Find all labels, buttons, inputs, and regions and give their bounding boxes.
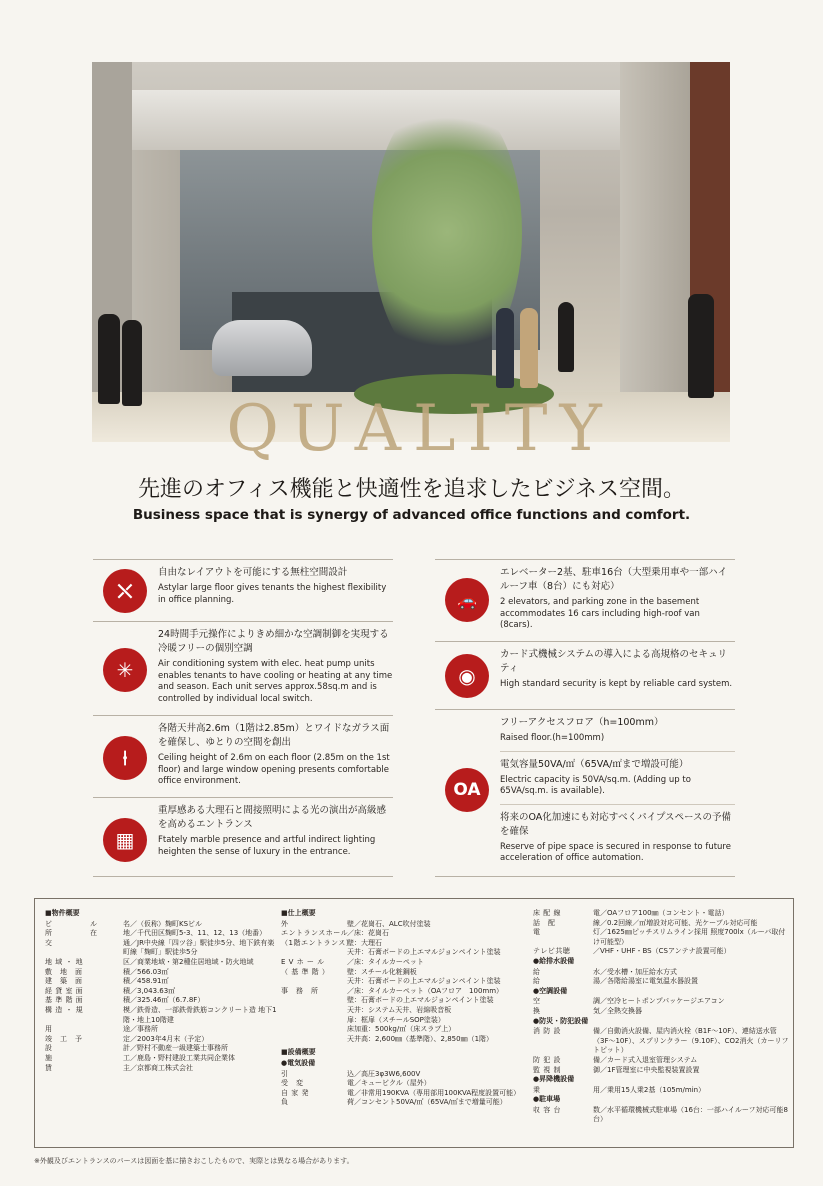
spec-label: 交 (45, 938, 53, 947)
spec-row (45, 958, 281, 968)
spec-label: 負 (281, 1098, 289, 1107)
spec-value: 備／カード式入退室管理システム (593, 1055, 698, 1064)
spec-label: 構 造 ・ 規 (45, 1005, 84, 1014)
feature-en: Ftately marble presence and artful indirect lighting heighten the sense of luxury in the entrance. (158, 835, 376, 857)
spec-label: （1階エントランス） (281, 938, 354, 947)
spec-value: 電／キュービクル（屋外） (347, 1079, 431, 1088)
spec-column-property (45, 909, 281, 1073)
quality-title: QUALITY (226, 392, 614, 466)
spec-value: 灯／1625㎜ピッチスリムライン採用 照度700lx（ルーバ取付け可能型） (593, 928, 786, 946)
spec-label: E V ホ ー ル (281, 957, 325, 966)
spec-subheading: ●空調設備 (533, 986, 568, 995)
spec-row (281, 1089, 531, 1099)
headline-jp: 先進のオフィス機能と快適性を追求したビジネス空間。 (138, 477, 685, 502)
spec-value: 天井：石膏ボードの上エマルジョンペイント塗装 (347, 977, 501, 986)
spec-value: ／VHF・UHF・BS（CSアンテナ設置可能） (593, 947, 731, 956)
spec-row (45, 939, 281, 958)
oa-item (500, 751, 735, 798)
spec-value: 荷／コンセント50VA/㎡（65VA/㎡まで増量可能） (347, 1098, 507, 1107)
person (520, 308, 538, 388)
spec-label: 用 (45, 1025, 53, 1034)
spec-label: 経 貸 室 面 (45, 986, 84, 995)
person (688, 294, 714, 398)
person (558, 302, 574, 372)
spec-row (45, 1006, 281, 1025)
spec-row (533, 947, 789, 957)
person (98, 314, 120, 404)
feature-en: Raised floor.(h=100mm) (500, 733, 605, 743)
spec-label: 換 (533, 1006, 541, 1015)
spec-subheading: ●電気設備 (281, 1058, 316, 1067)
air-conditioning-icon: ✳ (103, 648, 147, 692)
spec-label (281, 1006, 347, 1016)
spec-label: 引 (281, 1069, 289, 1078)
spec-row (45, 1064, 281, 1074)
spec-row (45, 929, 281, 939)
features-right-column (435, 559, 735, 877)
spec-value: ／床：タイルカーペット（OAフロア 100mm） (347, 986, 504, 995)
spec-row (281, 1079, 531, 1089)
spec-label: 事 務 所 (281, 986, 319, 995)
spec-label: 所 在 (45, 929, 98, 938)
spec-row (281, 1016, 531, 1026)
feature-en: Astylar large floor gives tenants the highest flexibility in office planning. (158, 583, 387, 605)
spec-row (45, 920, 281, 930)
spec-value: 名／（仮称）麹町KSビル (123, 919, 203, 928)
spec-label: 敷 地 面 (45, 967, 83, 976)
headline-en: Business space that is synergy of advanced office functions and comfort. (132, 507, 691, 523)
spec-label (281, 948, 347, 958)
spec-value: 数／水平循環機械式駐車場（16台：一部ハイルーフ対応可能8台） (593, 1105, 789, 1124)
spec-row (45, 987, 281, 997)
spec-label: 自 家 発 (281, 1088, 309, 1097)
entrance-icon: ▦ (103, 818, 147, 862)
spec-label: 建 築 面 (45, 977, 83, 986)
spec-row (533, 997, 789, 1007)
spec-value: 途／事務所 (123, 1025, 158, 1034)
spec-value: 積／325.46㎡（6.7.8F） (123, 996, 205, 1005)
feature-column-free (93, 559, 393, 621)
spec-heading: ■物件概要 (45, 909, 80, 917)
spec-row (533, 1086, 789, 1096)
spec-row (281, 1070, 531, 1080)
feature-en: High standard security is kept by reliable card system. (500, 679, 733, 689)
spec-subheading: ●昇降機設備 (533, 1075, 575, 1084)
feature-entrance (93, 797, 393, 877)
spec-label: 空 (533, 997, 541, 1006)
spec-label: 収 容 台 (533, 1105, 561, 1114)
spec-row (45, 968, 281, 978)
spec-value: 調／空冷ヒートポンプパッケージエアコン (593, 997, 725, 1006)
security-icon: ◉ (445, 654, 489, 698)
spec-label: 施 (45, 1053, 53, 1062)
spec-subheading: ●給排水設備 (533, 956, 575, 965)
person (122, 320, 142, 406)
spec-row (281, 1035, 531, 1045)
spec-label: 基 準 階 面 (45, 996, 84, 1005)
specifications-box (34, 898, 794, 1148)
feature-en: Reserve of pipe space is secured in response to future acceleration of office automation. (500, 841, 731, 863)
spec-row (281, 1098, 531, 1108)
spec-row (533, 977, 789, 987)
features-left-column (93, 559, 393, 877)
feature-jp: 将来のOA化加速にも対応すべくパイプスペースの予備を確保 (500, 811, 731, 837)
feature-security (435, 641, 735, 709)
oa-item (500, 716, 735, 745)
spec-row (45, 1044, 281, 1054)
spec-value: 電／非常用190KVA（専用部用100KVA程度設置可能） (347, 1088, 521, 1097)
spec-label: 話 配 (533, 918, 556, 927)
spec-row (533, 1007, 789, 1017)
spec-row (281, 948, 531, 958)
spec-value: ／床：花崗石 (347, 929, 389, 938)
oa-icon: OA (445, 768, 489, 812)
building-entrance-photo (92, 62, 730, 442)
spec-value: 天井高：2,600㎜（基準階）、2,850㎜（1階） (347, 1034, 494, 1043)
spec-label: 設 (45, 1044, 53, 1053)
spec-label: エントランスホール (281, 929, 349, 938)
spec-column-equipment (533, 909, 789, 1125)
spec-value: 工／鹿島・野村建設工業共同企業体 (123, 1053, 235, 1062)
spec-row (533, 968, 789, 978)
feature-jp: エレベーター2基、駐車16台（大型乗用車や一部ハイルーフ車（8台）にも対応） (500, 567, 728, 592)
spec-label: 給 (533, 977, 541, 986)
spec-label (281, 1035, 347, 1045)
spec-value: 気／全熱交換器 (593, 1006, 642, 1015)
spec-heading: ■仕上概要 (281, 909, 316, 917)
spec-row (281, 958, 531, 968)
feature-jp: 24時間手元操作によりきめ細かな空調制御を実現する冷暖フリーの個別空調 (158, 629, 389, 654)
spec-value: 床加重：500kg/㎡（床スラブ上） (347, 1025, 456, 1034)
spec-row (45, 1054, 281, 1064)
feature-jp: 各階天井高2.6m（1階は2.85m）とワイドなガラス面を確保し、ゆとりの空間を創出 (158, 723, 390, 748)
spec-value: 壁／花崗石、ALC吹付塗装 (347, 919, 431, 928)
car (212, 320, 312, 376)
spec-row (533, 1056, 789, 1066)
column-free-icon: ⛌ (103, 569, 147, 613)
spec-label: 乗 (533, 1085, 541, 1094)
spec-row (281, 929, 531, 939)
spec-value: 込／高圧3φ3W6,600V (347, 1069, 421, 1078)
spec-value: 定／2003年4月末（予定） (123, 1034, 209, 1043)
spec-value: 天井：システム天井、岩綿吸音板 (347, 1005, 452, 1014)
ceiling-height-icon: ⍿ (103, 736, 147, 780)
stone-pillar-right (620, 62, 690, 442)
spec-value: 用／乗用15人乗2基（105m/min） (593, 1085, 706, 1094)
spec-label: テレビ共聴 (533, 947, 571, 956)
spec-column-finishes (281, 909, 531, 1108)
spec-label: 給 (533, 967, 541, 976)
person (496, 308, 514, 388)
feature-elevator-parking (435, 559, 735, 641)
spec-value: 湯／各階給湯室に電気温水器設置 (593, 977, 698, 986)
feature-air-conditioning (93, 621, 393, 715)
spec-value: 壁：石膏ボードの上エマルジョンペイント塗装 (347, 996, 494, 1005)
spec-value: 壁：大理石 (347, 938, 382, 947)
feature-jp: 自由なレイアウトを可能にする無柱空間設計 (158, 567, 348, 578)
spec-row (45, 996, 281, 1006)
spec-label (281, 996, 347, 1006)
spec-heading: ■設備概要 (281, 1048, 316, 1057)
spec-value: 備／自動消火設備、屋内消火栓（B1F〜10F）、連結送水管（3F〜10F）、スプリンクラー（9.10F）、CO2消火（カーリフトピット） (593, 1027, 789, 1055)
feature-ceiling-height (93, 715, 393, 797)
feature-jp: カード式機械システムの導入による高規格のセキュリティ (500, 649, 728, 674)
feature-en: 2 elevators, and parking zone in the basement accommodates 16 cars including high-roof van (8cars). (500, 597, 700, 630)
spec-value: 計／野村不動産一級建築士事務所 (123, 1044, 228, 1053)
spec-value: 模／鉄骨造、一部鉄骨鉄筋コンクリート造 地下1階・地上10階建 (123, 1005, 277, 1024)
spec-row (281, 920, 531, 930)
spec-row (281, 977, 531, 987)
spec-value: 電／OAフロア100㎜（コンセント・電話） (593, 909, 729, 917)
spec-label: 消 防 設 (533, 1027, 561, 1036)
spec-value: 積／458.91㎡ (123, 977, 169, 986)
spec-label: 監 視 制 (533, 1065, 561, 1074)
spec-row (533, 909, 789, 919)
spec-label: 受 変 (281, 1079, 304, 1088)
spec-row (533, 1066, 789, 1076)
spec-row (281, 1006, 531, 1016)
spec-value: 主／京都商工株式会社 (123, 1063, 193, 1072)
spec-row (281, 996, 531, 1006)
spec-label: 竣 工 予 (45, 1034, 83, 1043)
spec-value: 積／566.03㎡ (123, 967, 169, 976)
spec-row (533, 1027, 789, 1056)
spec-label (281, 1025, 347, 1035)
spec-row (533, 1106, 789, 1125)
feature-en: Electric capacity is 50VA/sq.m. (Adding up to 65VA/sq.m. is available). (500, 774, 691, 796)
spec-value: 御／1F管理室に中央監視装置設置 (593, 1065, 700, 1074)
spec-subheading: ●防災・防犯設備 (533, 1016, 589, 1025)
spec-label: 地 域 ・ 地 (45, 957, 84, 966)
footnote: ※外観及びエントランスのパースは図面を基に描きおこしたもので、実際とは異なる場合があります。 (34, 1157, 354, 1165)
spec-value: 線／0.2回線／㎡増設対応可能、光ケーブル対応可能 (593, 918, 758, 927)
spec-label (281, 1016, 347, 1026)
spec-label: ビ ル (45, 919, 98, 928)
oa-item (500, 804, 735, 865)
spec-value: 通／JR中央線「四ツ谷」駅徒歩5分、地下鉄有楽町線「麹町」駅徒歩5分 (123, 938, 275, 957)
feature-en: Ceiling height of 2.6m on each floor (2.85m on the 1st floor) and large window opening presents comfortable office environment. (158, 753, 390, 786)
car-icon: 🚗 (445, 578, 489, 622)
spec-value: 積／3,043.63㎡ (123, 986, 176, 995)
spec-label: 賃 (45, 1063, 53, 1072)
spec-label: 防 犯 設 (533, 1055, 561, 1064)
spec-row (533, 928, 789, 947)
spec-value: ／床：タイルカーペット (347, 957, 424, 966)
spec-value: 地／千代田区麹町5-3、11、12、13（地番） (123, 929, 267, 938)
spec-row (45, 1025, 281, 1035)
spec-subheading: ●駐車場 (533, 1095, 561, 1104)
spec-value: 壁：スチール化粧鋼板 (347, 967, 417, 976)
spec-row (281, 939, 531, 949)
feature-jp: 重厚感ある大理石と間接照明による光の演出が高級感を高めるエントランス (158, 805, 387, 830)
feature-en: Air conditioning system with elec. heat pump units enables tenants to have cooling or heating at any time and season. Each unit serves approx.58sq.m and is controlled by individual local switch. (158, 659, 393, 704)
spec-row (45, 1035, 281, 1045)
spec-row (45, 977, 281, 987)
spec-label: 床 配 線 (533, 909, 561, 917)
spec-value: 水／受水槽・加圧給水方式 (593, 967, 677, 976)
spec-row (281, 1025, 531, 1035)
feature-jp: フリーアクセスフロア（h=100mm） (500, 717, 664, 728)
features (93, 559, 733, 879)
spec-value: 区／商業地域・第2種住居地域・防火地域 (123, 957, 254, 966)
spec-row (281, 968, 531, 978)
spec-label: 外 (281, 919, 289, 928)
spec-value: 扉：框扉（スチールSOP塗装） (347, 1015, 445, 1024)
feature-oa (435, 709, 735, 877)
spec-label: 電 (533, 928, 541, 937)
spec-label (281, 977, 347, 987)
spec-label: （ 基 準 階 ） (281, 967, 330, 976)
spec-value: 天井：石膏ボードの上エマルジョンペイント塗装 (347, 948, 501, 957)
spec-row (533, 919, 789, 929)
spec-row (281, 987, 531, 997)
feature-jp: 電気容量50VA/㎡（65VA/㎡まで増設可能） (500, 758, 689, 770)
